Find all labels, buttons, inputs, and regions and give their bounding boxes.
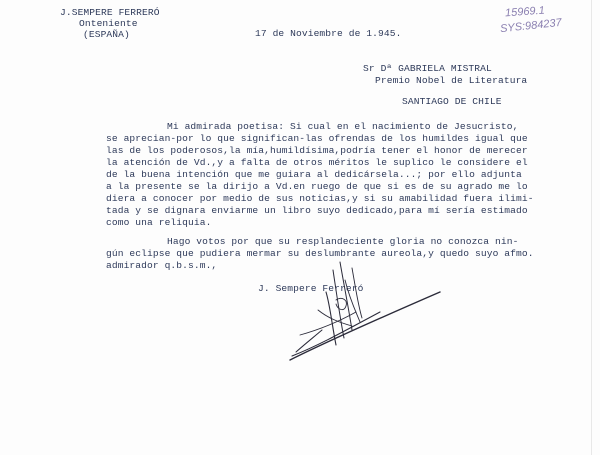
sender-country: (ESPAÑA) — [83, 29, 130, 40]
body-line: la atención de Vd.,y a falta de otros méritos le suplico le considere el — [106, 157, 528, 168]
archive-code-bottom: SYS:984237 — [499, 16, 563, 36]
body-line: admirador q.b.s.m., — [106, 260, 218, 271]
body-line: Mi admirada poetisa: Si cual en el nacimiento de Jesucristo, — [167, 121, 519, 132]
body-line: a la presente se la dirijo a Vd.en ruego de que si es de su agrado me lo — [106, 181, 528, 192]
body-line: como una reliquia. — [106, 217, 212, 228]
letter-date: 17 de Noviembre de 1.945. — [255, 28, 402, 39]
recipient-location: SANTIAGO DE CHILE — [402, 96, 502, 107]
sender-city: Onteniente — [79, 18, 138, 29]
archive-code-top: 15969.1 — [504, 4, 546, 20]
body-line: diera a conocer por medio de sus noticias,y si su amabilidad fuera ilimi- — [106, 193, 534, 204]
body-line: tada y se dignara enviarme un libro suyo dedicado,para mí sería estimado — [106, 205, 528, 216]
body-line: Hago votos por que su resplandeciente gloria no conozca nin- — [167, 236, 519, 247]
body-line: se aprecian-por lo que significan-las ofrendas de los humildes igual que — [106, 133, 528, 144]
sender-name: J.SEMPERE FERRERÓ — [60, 7, 160, 18]
recipient-title: Premio Nobel de Literatura — [375, 75, 528, 86]
signature-typed-name: J. Sempere Ferreró — [258, 283, 364, 294]
body-line: las de los poderosos,la mía,humildísima,podría tener el honor de merecer — [106, 145, 528, 156]
page-edge — [591, 0, 592, 455]
recipient-name: Sr Dª GABRIELA MISTRAL — [363, 63, 492, 74]
body-line: de la buena intención que me guiara al dedicársela...; por ello adjunta — [106, 169, 522, 180]
body-line: gún eclipse que pudiera mermar su deslumbrante aureola,y quedo suyo afmo. — [106, 248, 534, 259]
